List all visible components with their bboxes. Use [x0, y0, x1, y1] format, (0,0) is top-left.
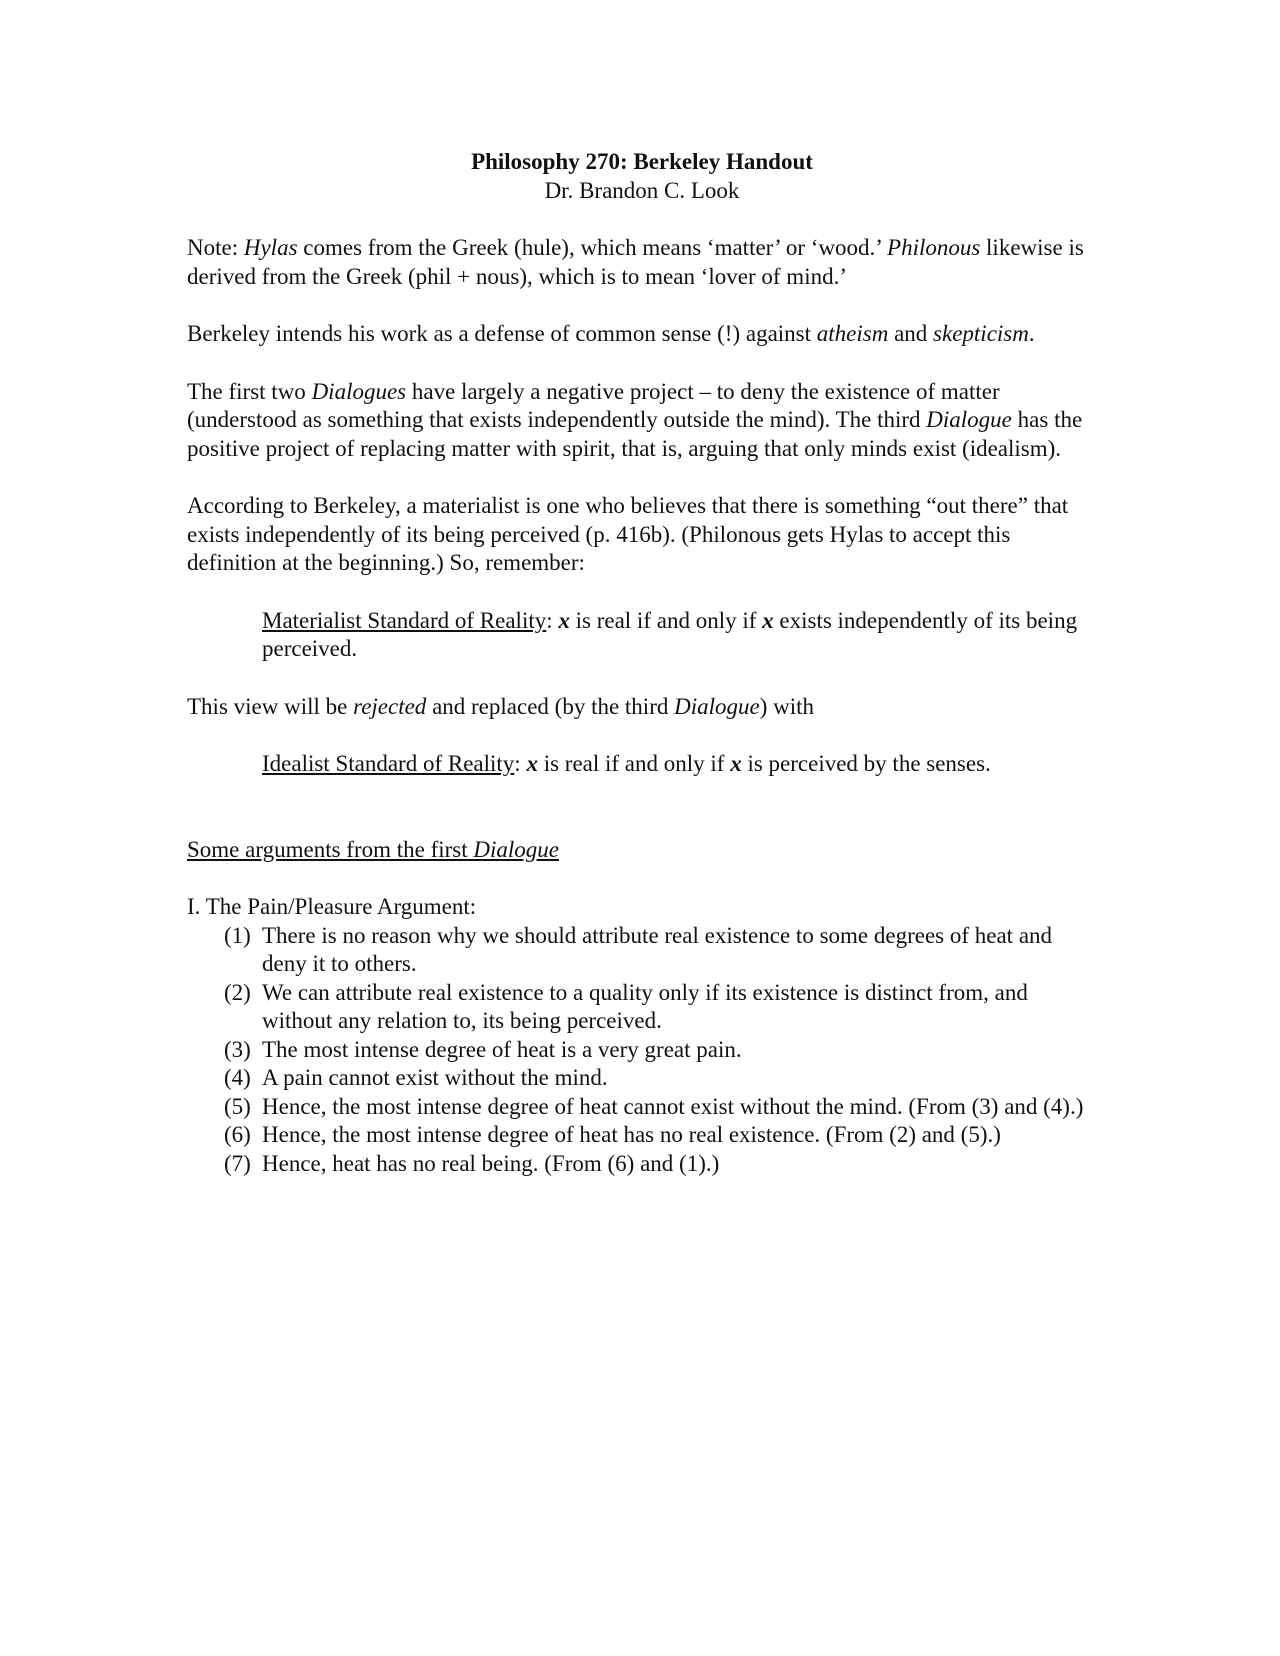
list-item	[187, 1093, 1097, 1122]
rejected-paragraph	[187, 693, 1097, 722]
idealist-colon: :	[514, 751, 527, 776]
project-text-2: have largely a negative project – to deny the existence of matter (understood as something that exists independently outside the mind). The third	[187, 378, 1000, 432]
intent-text-2: and	[888, 321, 934, 346]
step-number: (4)	[224, 1065, 251, 1090]
note-text-2: comes from the Greek (hule), which means ‘matter’ or ‘wood.’	[297, 235, 888, 260]
step-text: Hence, heat has no real being. (From (6) and (1).)	[262, 1150, 720, 1176]
rejected-text-3: ) with	[759, 693, 815, 719]
term-dialogue: Dialogue	[926, 407, 1012, 432]
idealist-mid: is real if and only if	[537, 751, 731, 776]
idealist-rest: is perceived by the senses.	[741, 751, 991, 776]
step-text: A pain cannot exist without the mind.	[262, 1065, 608, 1090]
intent-text-1: Berkeley intends his work as a defense of common sense (!) against	[187, 321, 817, 346]
list-item	[187, 1121, 1097, 1150]
term-atheism: atheism	[816, 321, 889, 346]
section-heading	[187, 836, 1097, 865]
materialist-rest: exists independently of its being perceived.	[262, 607, 1078, 661]
materialist-colon: :	[546, 607, 559, 633]
handout-page	[187, 148, 1097, 1178]
rejected-text-2: and replaced (by the third	[426, 693, 675, 719]
intent-text-3: .	[1028, 321, 1035, 346]
project-text-3: has the positive project of replacing matter with spirit, that is, arguing that only minds exist (idealism).	[187, 407, 1083, 461]
note-paragraph	[187, 234, 1097, 291]
term-skepticism: skepticism	[933, 321, 1029, 346]
step-number: (2)	[224, 979, 251, 1005]
list-item	[187, 979, 1097, 1036]
idealist-standard	[262, 750, 1097, 779]
materialist-standard-label: Materialist Standard of Reality	[262, 607, 547, 633]
step-text: Hence, the most intense degree of heat has no real existence. (From (2) and (5).)	[262, 1122, 1001, 1147]
variable-x: x	[558, 607, 570, 633]
term-hylas: Hylas	[243, 235, 298, 260]
note-text-1: Note:	[187, 235, 244, 260]
step-number: (3)	[224, 1036, 251, 1062]
idealist-standard-label: Idealist Standard of Reality	[262, 751, 515, 776]
list-item	[187, 1064, 1097, 1093]
step-number: (1)	[224, 922, 251, 948]
variable-x: x	[526, 751, 538, 776]
step-text: We can attribute real existence to a quality only if its existence is distinct from, and without any relation to, its being perceived.	[262, 979, 1028, 1033]
step-number: (6)	[224, 1122, 251, 1147]
term-dialogues: Dialogues	[311, 378, 407, 404]
step-text: There is no reason why we should attribute real existence to some degrees of heat and deny it to others.	[262, 922, 1053, 976]
list-item	[187, 922, 1097, 979]
project-paragraph	[187, 378, 1097, 464]
term-philonous: Philonous	[887, 235, 981, 260]
term-dialogue: Dialogue	[674, 693, 760, 719]
list-item	[187, 1150, 1097, 1179]
section-heading-text: Some arguments from the first	[187, 836, 474, 862]
author-line: Dr. Brandon C. Look	[544, 177, 740, 203]
rejected-text-1: This view will be	[187, 693, 354, 719]
step-text: The most intense degree of heat is a very great pain.	[262, 1036, 742, 1062]
intent-paragraph	[187, 320, 1097, 349]
project-text-1: The first two	[187, 378, 312, 404]
step-number: (5)	[224, 1093, 251, 1119]
page-title: Philosophy 270: Berkeley Handout	[471, 149, 813, 174]
section-heading-italic: Dialogue	[473, 836, 559, 862]
argument-title: I. The Pain/Pleasure Argument:	[187, 894, 477, 919]
materialist-paragraph: According to Berkeley, a materialist is one who believes that there is something “out there” that exists independently of its being perceived (p. 416b). (Philonous gets Hylas to accept this definition at the beginning.) So, remember:	[187, 493, 1069, 575]
argument-steps	[187, 922, 1097, 1179]
variable-x: x	[730, 751, 742, 776]
note-text-3: likewise is derived from the Greek (phil + nous), which is to mean ‘lover of mind.’	[187, 235, 1084, 289]
step-number: (7)	[224, 1150, 251, 1176]
step-text: Hence, the most intense degree of heat cannot exist without the mind. (From (3) and (4).)	[262, 1093, 1084, 1119]
list-item	[187, 1036, 1097, 1065]
materialist-mid: is real if and only if	[569, 607, 763, 633]
term-rejected: rejected	[353, 693, 427, 719]
materialist-standard	[262, 607, 1097, 664]
variable-x: x	[762, 607, 774, 633]
